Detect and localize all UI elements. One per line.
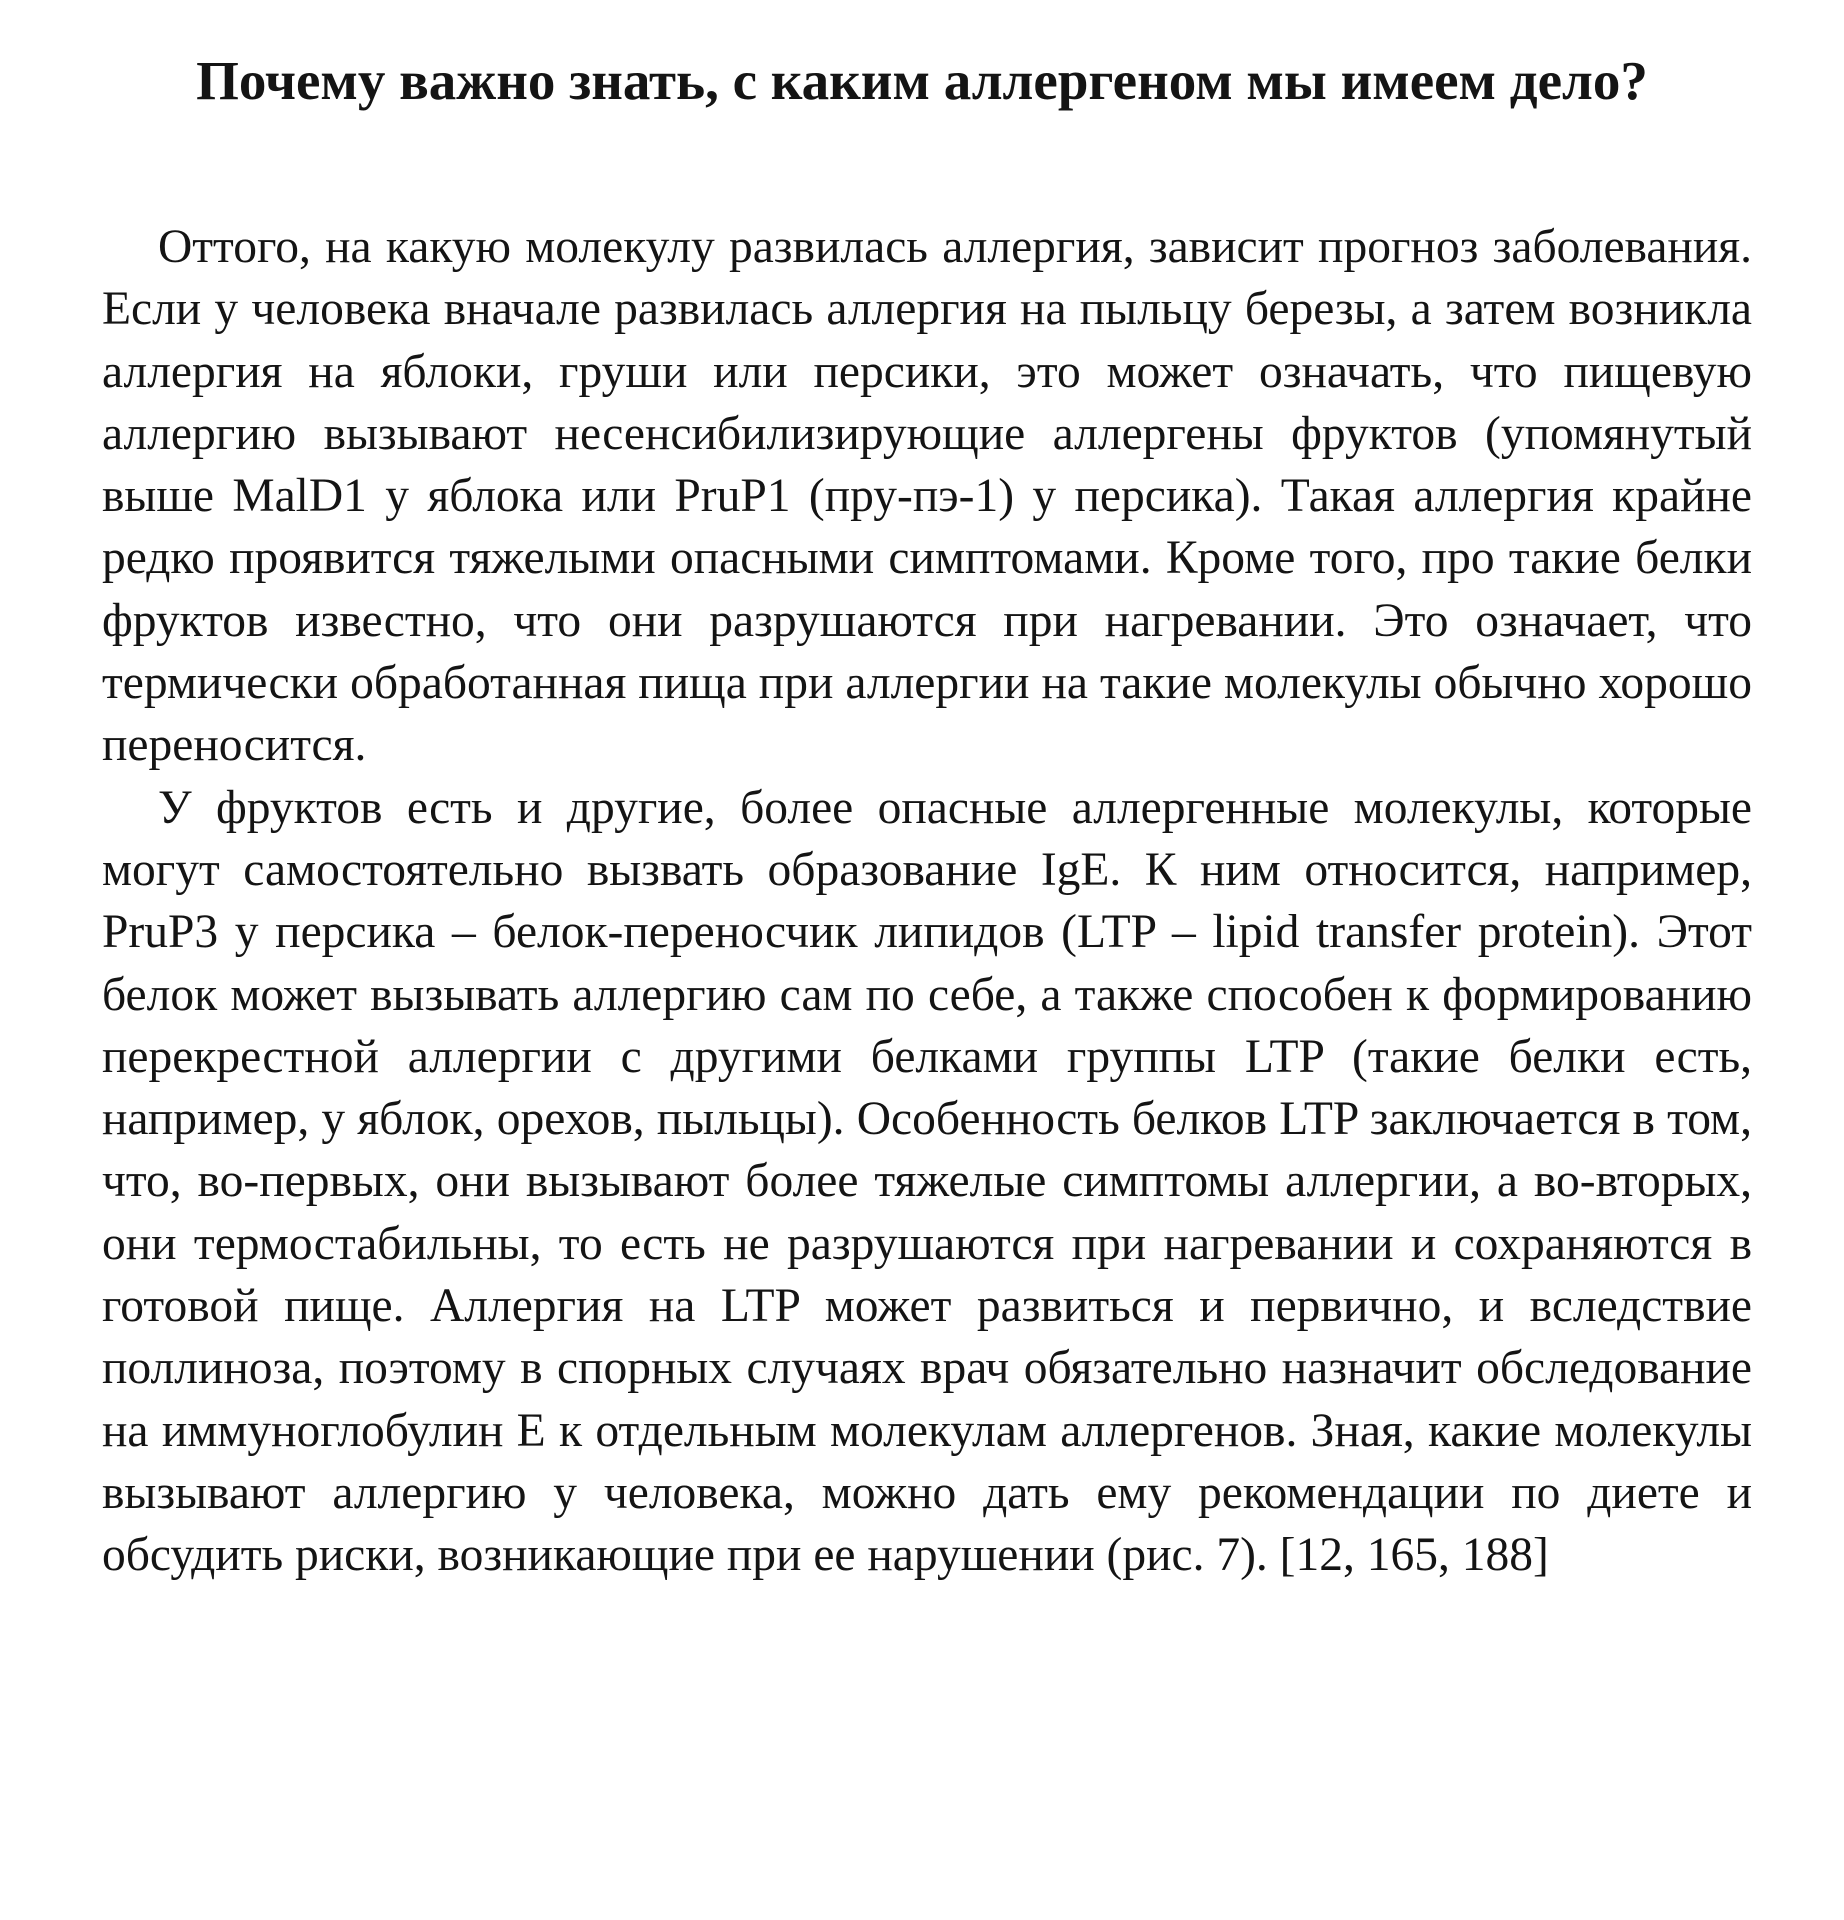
paragraph-1: Оттого, на какую молекулу развилась аллергия, зависит прогноз заболевания. Если у человека вначале развилась аллергия на пыльцу березы, а затем возникла аллергия на яблоки, груши или персики, это может означать, что пищевую аллергию вызывают несенсибилизирующие аллергены фруктов (упомянутый выше MalD1 у яблока или PruP1 (пру-пэ-1) у персика). Такая аллергия крайне редко проявится тяжелыми опасными симптомами. Кроме того, про такие белки фруктов известно, что они разрушаются при нагревании. Это означает, что термически обработанная пища при аллергии на такие молекулы обычно хорошо переносится.	[102, 221, 1752, 772]
document-body	[102, 216, 1752, 1587]
paragraph-2: У фруктов есть и другие, более опасные аллергенные молекулы, которые могут самостоятельно вызвать образование IgE. К ним относится, например, PruP3 у персика – белок-переносчик липидов (LTP – lipid transfer protein). Этот белок может вызывать аллергию сам по себе, а также способен к формированию перекрестной аллергии с другими белками группы LTP (такие белки есть, например, у яблок, орехов, пыльцы). Особенность белков LTP заключается в том, что, во-первых, они вызывают более тяжелые симптомы аллергии, а во-вторых, они термостабильны, то есть не разрушаются при нагревании и сохраняются в готовой пище. Аллергия на LTP может развиться и первично, и вследствие поллиноза, поэтому в спорных случаях врач обязательно назначит обследование на иммуноглобулин Е к отдельным молекулам аллергенов. Зная, какие молекулы вызывают аллергию у человека, можно дать ему рекомендации по диете и обсудить риски, возникающие при ее нарушении (рис. 7). [12, 165, 188]	[102, 781, 1752, 1582]
page-title: Почему важно знать, с каким аллергеном мы имеем дело?	[196, 50, 1648, 111]
